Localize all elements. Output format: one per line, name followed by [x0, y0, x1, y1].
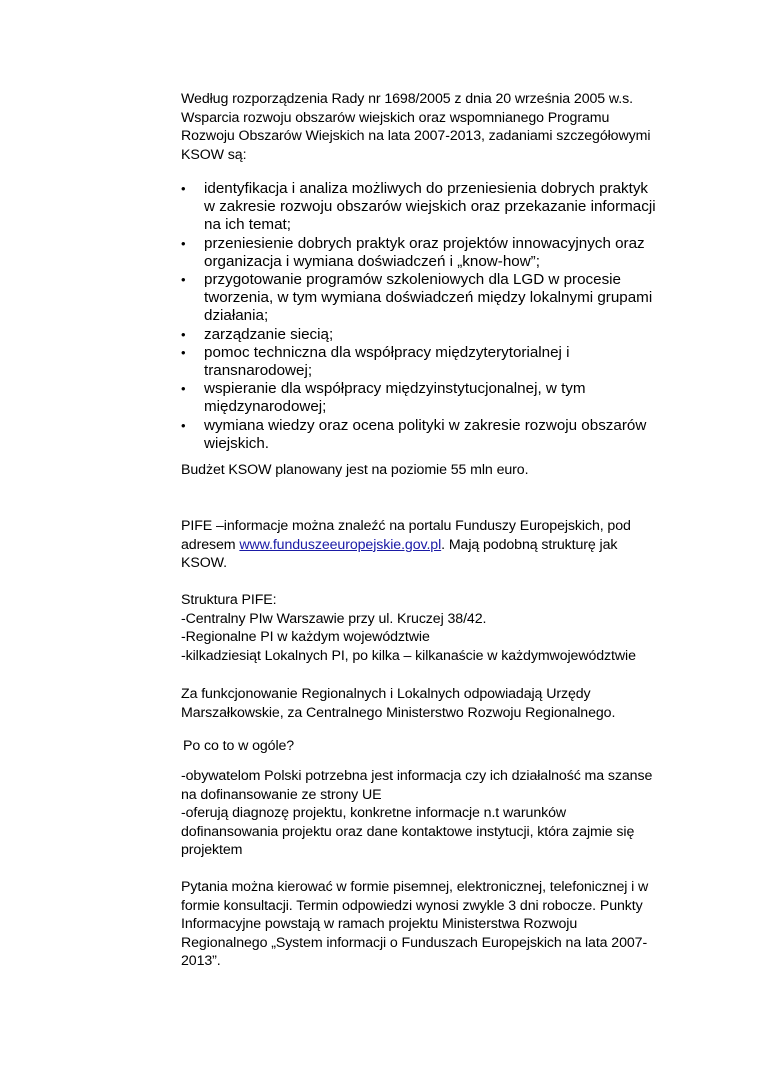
bullet-icon: • — [181, 272, 186, 288]
text-line: Rozwoju Obszarów Wiejskich na lata 2007-2013, zadaniami szczegółowymi — [181, 128, 651, 145]
text-fragment: adresem — [181, 536, 240, 553]
text-fragment: . Mają podobną strukturę jak — [441, 536, 618, 553]
text-line: projektem — [181, 842, 243, 859]
text-line: Struktura PIFE: — [181, 592, 277, 608]
text-line: -oferują diagnozę projektu, konkretne informacje n.t warunków — [181, 805, 567, 822]
text-line: Regionalnego „System informacji o Funduszach Europejskich na lata 2007- — [181, 934, 648, 951]
text-line: -Centralny PIw Warszawie przy ul. Kruczej 38/42. — [181, 610, 487, 627]
text-line: Wsparcia rozwoju obszarów wiejskich oraz wspomnianego Programu — [181, 109, 610, 126]
structure-paragraph — [181, 591, 671, 665]
responsibility-paragraph — [181, 685, 671, 722]
text-line: Po co to w ogóle? — [183, 738, 295, 754]
list-item — [181, 344, 681, 380]
question-heading — [183, 737, 673, 756]
fundusze-europejskie-link[interactable]: www.funduszeeuropejskie.gov.pl — [239, 536, 442, 553]
text-line: 2013”. — [181, 953, 221, 970]
text-line: -kilkadziesiąt Lokalnych PI, po kilka – kilkanaście w każdymwojewództwie — [181, 647, 636, 664]
text-line: PIFE –informacje można znaleźć na portalu Funduszy Europejskich, pod — [181, 518, 631, 534]
bullet-icon: • — [181, 417, 186, 433]
ksow-tasks-list — [181, 180, 681, 453]
text-line: przygotowanie programów szkoleniowych dla LGD w procesie — [204, 271, 622, 289]
contact-paragraph — [181, 878, 671, 971]
text-line: działania; — [204, 307, 269, 325]
text-line: dofinansowania projektu oraz dane kontaktowe instytucji, która zajmie się — [181, 823, 635, 840]
text-line: wiejskich. — [204, 434, 269, 452]
text-line: Budżet KSOW planowany jest na poziomie 55 mln euro. — [181, 462, 529, 478]
text-line: w zakresie rozwoju obszarów wiejskich oraz przekazanie informacji — [204, 198, 656, 216]
bullet-icon: • — [181, 326, 186, 342]
list-item — [181, 180, 681, 235]
text-line: transnarodowej; — [204, 362, 313, 380]
text-line: międzynarodowej; — [204, 398, 327, 416]
bullet-icon: • — [181, 181, 186, 196]
bullet-icon: • — [181, 381, 186, 397]
list-item — [181, 417, 681, 453]
text-line: Według rozporządzenia Rady nr 1698/2005 z dnia 20 września 2005 w.s. — [181, 91, 633, 107]
budget-paragraph — [181, 461, 671, 480]
text-line: wspieranie dla współpracy międzyinstytucjonalnej, w tym — [204, 380, 586, 398]
text-line: przeniesienie dobrych praktyk oraz projektów innowacyjnych oraz — [204, 234, 645, 252]
text-line: Informacyjne powstają w ramach projektu Ministerstwa Rozwoju — [181, 916, 578, 933]
text-line: identyfikacja i analiza możliwych do przeniesienia dobrych praktyk — [204, 180, 649, 197]
answer-paragraph — [181, 767, 671, 860]
text-line: pomoc techniczna dla współpracy międzyterytorialnej i — [204, 343, 570, 361]
text-line: -Regionalne PI w każdym województwie — [181, 629, 430, 646]
list-item — [181, 380, 681, 416]
text-line: -obywatelom Polski potrzebna jest informacja czy ich działalność ma szanse — [181, 768, 653, 784]
text-line — [181, 536, 671, 555]
text-line: na dofinansowanie ze strony UE — [181, 786, 382, 803]
text-line: KSOW są: — [181, 146, 247, 163]
text-line: zarządzanie siecią; — [204, 325, 334, 343]
pife-paragraph — [181, 517, 671, 573]
text-line: Za funkcjonowanie Regionalnych i Lokalnych odpowiadają Urzędy — [181, 686, 591, 702]
text-line: wymiana wiedzy oraz ocena polityki w zakresie rozwoju obszarów — [204, 416, 647, 434]
bullet-icon: • — [181, 344, 186, 360]
list-item — [181, 326, 681, 344]
intro-paragraph — [181, 90, 671, 164]
text-line: tworzenia, w tym wymiana doświadczeń między lokalnymi grupami — [204, 289, 653, 307]
text-line: Marszałkowskie, za Centralnego Ministerstwo Rozwoju Regionalnego. — [181, 704, 616, 721]
list-item — [181, 235, 681, 271]
bullet-icon: • — [181, 235, 186, 251]
list-item — [181, 271, 681, 326]
text-line: na ich temat; — [204, 216, 291, 234]
text-line: organizacja i wymiana doświadczeń i „know-how”; — [204, 252, 540, 270]
text-line: formie konsultacji. Termin odpowiedzi wynosi zwykle 3 dni robocze. Punkty — [181, 897, 643, 914]
text-line: KSOW. — [181, 555, 228, 572]
text-line: Pytania można kierować w formie pisemnej, elektronicznej, telefonicznej i w — [181, 879, 649, 895]
